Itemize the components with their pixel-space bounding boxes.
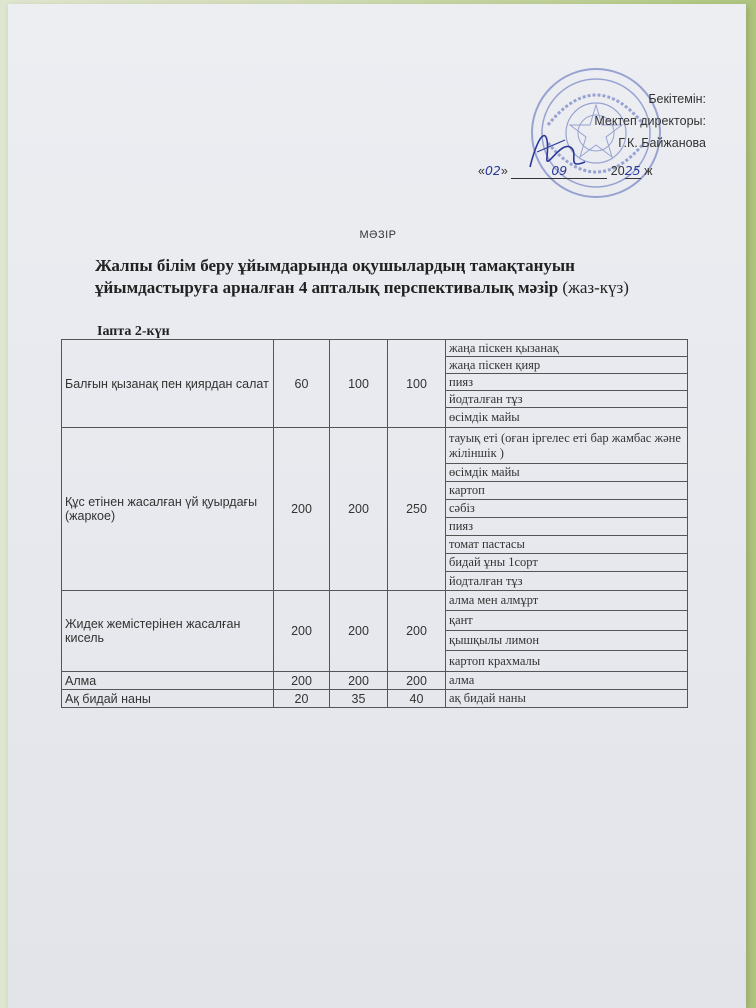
date-year-prefix: 20 [610, 164, 625, 178]
ingredient: алма [446, 672, 688, 690]
approval-line-2: Мектеп директоры: [594, 114, 706, 128]
dish-name: Ақ бидай наны [62, 690, 274, 708]
portion-2: 200 [330, 672, 388, 690]
ingredient: йодталған тұз [446, 572, 688, 591]
table-row [62, 428, 688, 464]
menu-label: МӘЗІР [359, 229, 397, 241]
dish-name: Балғын қызанақ пен қиярдан салат [62, 340, 274, 428]
approval-line-3: Г.К. Байжанова [618, 136, 706, 150]
portion-3: 100 [388, 340, 446, 428]
title-line-1: Жалпы білім беру ұйымдарында оқушылардың тамақтануын [95, 256, 575, 275]
ingredient: тауық еті (оған іргелес еті бар жамбас және жіліншік ) [446, 428, 688, 464]
table-row [62, 591, 688, 611]
ingredient: өсімдік майы [446, 464, 688, 482]
date-year: 25 [624, 163, 641, 178]
portion-2: 200 [330, 428, 388, 591]
portion-1: 200 [274, 672, 330, 690]
date-month: 09 [551, 163, 568, 178]
dish-name: Алма [62, 672, 274, 690]
date-suffix: ж [644, 164, 653, 178]
portion-3: 200 [388, 591, 446, 672]
ingredient: жаңа піскен қызанақ [446, 340, 688, 357]
ingredient: картоп крахмалы [446, 651, 688, 672]
ingredient: сәбіз [446, 500, 688, 518]
ingredient: картоп [446, 482, 688, 500]
portion-2: 35 [330, 690, 388, 708]
date-day: 02 [484, 163, 501, 178]
portion-3: 250 [388, 428, 446, 591]
ingredient: томат пастасы [446, 536, 688, 554]
portion-1: 60 [274, 340, 330, 428]
portion-2: 100 [330, 340, 388, 428]
ingredient: өсімдік майы [446, 408, 688, 428]
portion-1: 200 [274, 591, 330, 672]
date-open-quote: « [478, 164, 485, 178]
menu-table [61, 339, 688, 708]
portion-3: 40 [388, 690, 446, 708]
ingredient: қышқылы лимон [446, 631, 688, 651]
dish-name: Жидек жемістерінен жасалған кисель [62, 591, 274, 672]
dish-name: Құс етінен жасалған үй қуырдағы (жаркое) [62, 428, 274, 591]
ingredient: пияз [446, 374, 688, 391]
approval-block [594, 88, 706, 154]
title-season: (жаз-күз) [558, 278, 629, 297]
portion-1: 200 [274, 428, 330, 591]
table-row [62, 672, 688, 690]
ingredient: алма мен алмұрт [446, 591, 688, 611]
ingredient: бидай ұны 1сорт [446, 554, 688, 572]
ingredient: ақ бидай наны [446, 690, 688, 708]
ingredient: пияз [446, 518, 688, 536]
week-day-label: Іапта 2-күн [97, 324, 170, 339]
ingredient: жаңа піскен қияр [446, 357, 688, 374]
ingredient: йодталған тұз [446, 391, 688, 408]
page-title [95, 255, 715, 299]
table-row [62, 340, 688, 357]
portion-2: 200 [330, 591, 388, 672]
title-line-2: ұйымдастыруға арналған 4 апталық перспективалық мәзір [95, 278, 559, 297]
table-row [62, 690, 688, 708]
portion-1: 20 [274, 690, 330, 708]
ingredient: қант [446, 611, 688, 631]
date-close-quote: » [500, 164, 508, 178]
approval-date [478, 163, 696, 179]
approval-line-1: Бекітемін: [648, 92, 706, 106]
portion-3: 200 [388, 672, 446, 690]
